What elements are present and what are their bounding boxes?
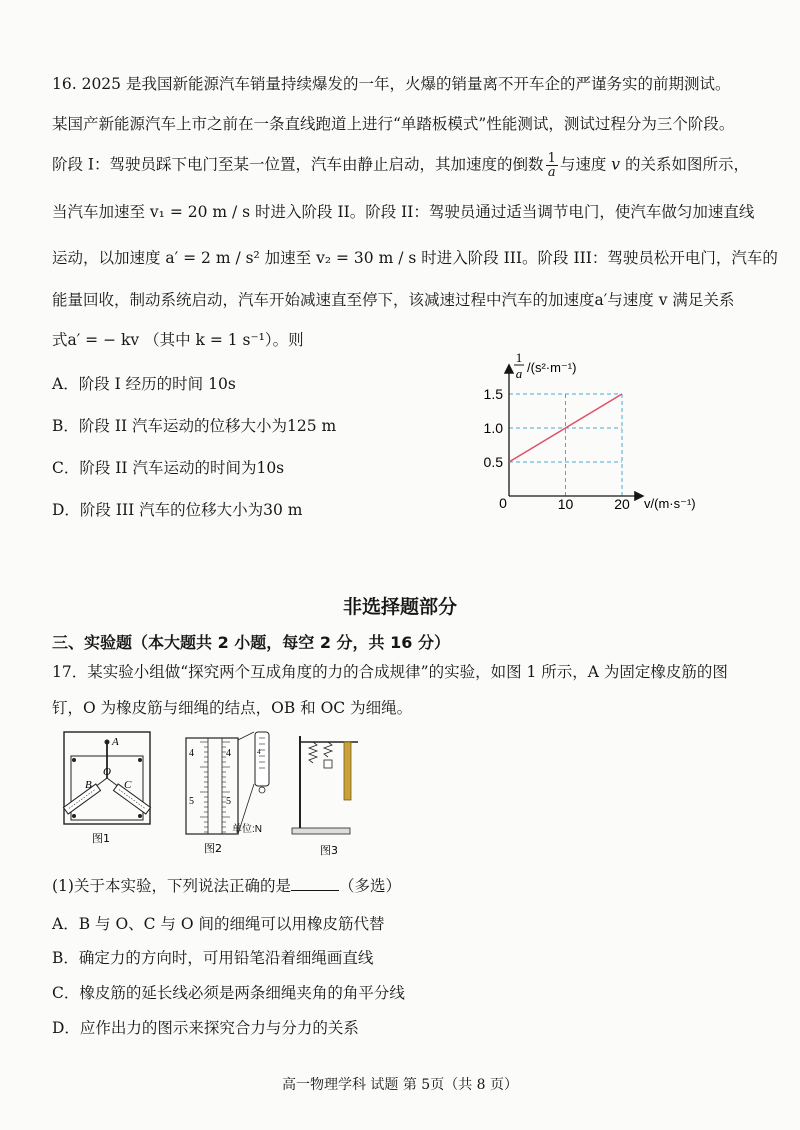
q17-line-1: 17．某实验小组做“探究两个互成角度的力的合成规律”的实验，如图 1 所示，A 为固定橡皮筋的图 — [52, 663, 728, 681]
q16-option-d: D．阶段 III 汽车的位移大小为30 m — [52, 501, 303, 519]
y-label-numerator: 1 — [515, 350, 523, 365]
reciprocal-fraction — [546, 152, 558, 179]
y-label-unit: /(s²·m⁻¹) — [527, 360, 577, 375]
x-tick-label: 20 — [614, 496, 630, 512]
q17-sub1-note: （多选） — [338, 877, 401, 895]
page-footer: 高一物理学科 试题 第 5页（共 8 页） — [281, 1077, 519, 1093]
answer-blank[interactable] — [291, 876, 339, 891]
figure-1 — [63, 732, 150, 845]
fig2-caption: 图2 — [204, 842, 222, 855]
q16-option-c: C．阶段 II 汽车运动的时间为10s — [52, 459, 285, 477]
label-b: B — [85, 779, 92, 791]
q16-option-a: A．阶段 I 经历的时间 10s — [52, 375, 236, 393]
q16-line-3-part-c: 的关系如图所示， — [625, 155, 750, 174]
q16-line-5: 运动，以加速度 a′ = 2 m / s² 加速至 v₂ = 30 m / s 时进入阶段 III。阶段 III：驾驶员松开电门，汽车的 — [52, 249, 778, 267]
q17-sub1 — [52, 876, 401, 896]
y-tick-label: 1.0 — [483, 420, 503, 436]
q16-line-3-part-b: 与速度 — [559, 155, 607, 174]
y-axis-label — [514, 350, 576, 381]
origin-label: 0 — [499, 495, 507, 511]
q16-line-3 — [52, 152, 749, 179]
spring-icon — [309, 742, 317, 763]
spring-scale-zoom-icon — [255, 732, 269, 786]
q17-option-d: D．应作出力的图示来探究合力与分力的关系 — [52, 1019, 359, 1037]
q17-option-b: B．确定力的方向时，可用铅笔沿着细绳画直线 — [52, 949, 374, 967]
section-heading: 三、实验题（本大题共 2 小题，每空 2 分，共 16 分） — [52, 633, 450, 652]
x-axis-label: v/(m·s⁻¹) — [644, 496, 696, 511]
spring-scale-right-icon — [113, 784, 150, 814]
section-title: 非选择题部分 — [342, 596, 457, 618]
velocity-symbol: v — [611, 155, 621, 174]
fig2-tick-5-left: 5 — [189, 796, 194, 807]
fraction-denominator: a — [547, 165, 556, 180]
q16-option-b: B．阶段 II 汽车运动的位移大小为125 m — [52, 417, 337, 435]
fig2-tick-4-left: 4 — [189, 748, 194, 759]
ruler-icon — [344, 742, 351, 800]
q16-line-3-part-a: 阶段 I：驾驶员踩下电门至某一位置，汽车由静止启动，其加速度的倒数 — [52, 155, 544, 174]
figure-2 — [186, 732, 269, 855]
fig2-tick-4-right: 4 — [226, 748, 231, 759]
y-label-denominator: a — [515, 366, 523, 381]
label-a: A — [112, 736, 119, 748]
q16-line-7: 式a′ = − kv （其中 k = 1 s⁻¹）。则 — [52, 331, 304, 349]
reciprocal-acceleration-graph — [472, 348, 722, 518]
label-c: C — [124, 779, 132, 791]
unit-label: 单位:N — [232, 824, 262, 835]
q16-line-2: 某国产新能源汽车上市之前在一条直线跑道上进行“单踏板模式”性能测试，测试过程分为三个阶段。 — [52, 115, 735, 133]
zoom-tick-4: 4 — [257, 748, 261, 756]
fig2-tick-5-right: 5 — [226, 796, 231, 807]
y-tick-label: 0.5 — [483, 454, 503, 470]
spring-scale-left-icon — [63, 784, 100, 814]
q16-line-6: 能量回收，制动系统启动，汽车开始减速直至停下，该减速过程中汽车的加速度a′与速度 v 满足关系 — [52, 291, 735, 309]
q16-line-1: 16. 2025 是我国新能源汽车销量持续爆发的一年，火爆的销量离不开车企的严谨务实的前期测试。 — [52, 75, 731, 93]
q17-option-c: C．橡皮筋的延长线必须是两条细绳夹角的角平分线 — [52, 984, 405, 1002]
fig1-caption: 图1 — [92, 832, 110, 845]
y-tick-label: 1.5 — [483, 386, 503, 402]
q16-line-4: 当汽车加速至 v₁ = 20 m / s 时进入阶段 II。阶段 II：驾驶员通过适当调节电门，使汽车做匀加速直线 — [52, 203, 755, 221]
figure-3 — [292, 736, 358, 857]
label-o: O — [103, 766, 111, 778]
fraction-numerator: 1 — [547, 151, 556, 166]
experiment-figures — [58, 728, 368, 860]
q17-line-2: 钉，O 为橡皮筋与细绳的结点，OB 和 OC 为细绳。 — [52, 699, 413, 717]
grid-lines — [509, 394, 622, 496]
q17-sub1-text: (1)关于本实验，下列说法正确的是 — [52, 877, 291, 895]
q17-option-a: A．B 与 O、C 与 O 间的细绳可以用橡皮筋代替 — [52, 915, 385, 933]
x-tick-label: 10 — [557, 496, 574, 512]
fig3-caption: 图3 — [320, 844, 338, 857]
